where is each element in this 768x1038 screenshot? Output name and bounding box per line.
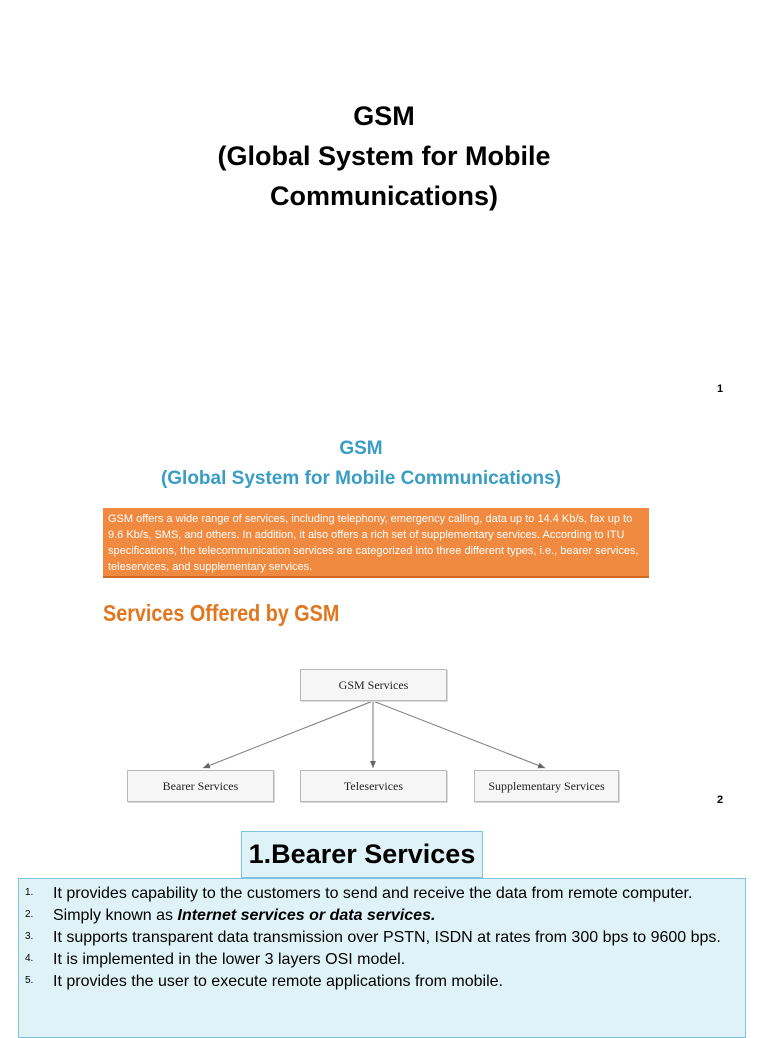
diagram-node-supplementary-services: Supplementary Services xyxy=(474,770,619,802)
list-item-text: It provides capability to the customers to send and receive the data from remote computer. xyxy=(53,885,693,902)
services-heading: Services Offered by GSM xyxy=(103,600,340,626)
slide2-title xyxy=(0,434,722,494)
diagram-node-teleservices: Teleservices xyxy=(300,770,447,802)
list-item-number: 1. xyxy=(25,887,34,898)
list-item-number: 2. xyxy=(25,909,34,920)
slide2-title-line: (Global System for Mobile Communications) xyxy=(160,468,562,489)
list-item xyxy=(25,905,737,926)
list-item-number: 5. xyxy=(25,975,34,986)
slide1-title-line: (Global System for Mobile xyxy=(217,141,551,171)
list-item-number: 4. xyxy=(25,953,34,964)
list-item xyxy=(25,927,737,948)
list-item-number: 3. xyxy=(25,931,34,942)
list-item xyxy=(25,971,737,992)
diagram-node-bearer-services: Bearer Services xyxy=(127,770,274,802)
list-item-emphasis: Internet services or data services. xyxy=(177,907,436,924)
slide2-page-number: 2 xyxy=(717,794,724,806)
list-item-text: It provides the user to execute remote applications from mobile. xyxy=(53,973,503,990)
slide2-title-line: GSM xyxy=(339,438,383,459)
list-item xyxy=(25,883,737,904)
gsm-intro-box: GSM offers a wide range of services, including telephony, emergency calling, data up to 14.4 Kb/s, fax up to 9.6 Kb/s, SMS, and others. In addition, it also offers a rich set of supplementary services. According to ITU specifications, the telecommunication services are categorized into three different types, i.e., bearer services, teleservices, and supplementary services. xyxy=(103,508,649,578)
connector-supplementary xyxy=(373,701,545,768)
slide1-title-line: Communications) xyxy=(269,181,498,211)
list-item-text: Simply known as xyxy=(53,907,178,924)
bearer-services-list-box xyxy=(18,878,746,1038)
list-item xyxy=(25,949,737,970)
slide1-title-line: GSM xyxy=(353,101,415,131)
diagram-node-gsm-services: GSM Services xyxy=(300,669,447,701)
slide1-title xyxy=(0,96,768,216)
bearer-services-list xyxy=(25,883,737,992)
list-item-text: It supports transparent data transmission over PSTN, ISDN at rates from 300 bps to 9600 bps. xyxy=(53,929,721,946)
connector-bearer xyxy=(203,701,373,768)
bearer-services-title: 1.Bearer Services xyxy=(241,831,483,878)
slide1-page-number: 1 xyxy=(717,383,724,395)
list-item-text: It is implemented in the lower 3 layers OSI model. xyxy=(53,951,406,968)
